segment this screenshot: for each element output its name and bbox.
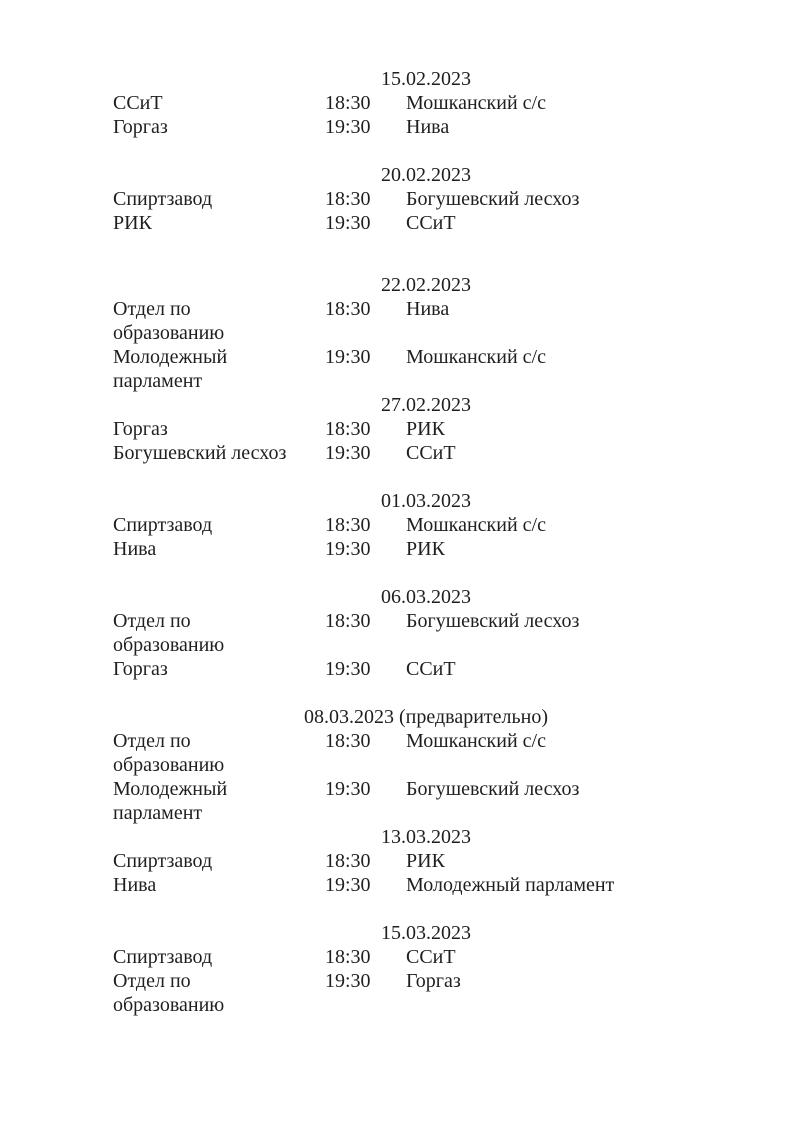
day-section-8 (113, 921, 739, 1017)
day-section-7 (113, 825, 739, 897)
date-heading: 01.03.2023 (381, 490, 471, 512)
match-time: 19:30 (325, 658, 371, 680)
date-heading: 15.03.2023 (381, 922, 471, 944)
away-team: ССиТ (406, 212, 456, 234)
match-time: 19:30 (325, 778, 371, 800)
date-heading: 08.03.2023 (предварительно) (304, 706, 548, 728)
match-time: 18:30 (325, 850, 371, 872)
away-team: ССиТ (406, 946, 456, 968)
match-row (113, 441, 739, 465)
match-row (113, 945, 739, 969)
match-row (113, 115, 739, 139)
date-heading: 22.02.2023 (381, 274, 471, 296)
home-team: Отдел по образованию (113, 298, 225, 344)
home-team: Горгаз (113, 658, 168, 680)
away-team: Молодежный парламент (406, 874, 615, 896)
match-time: 18:30 (325, 610, 371, 632)
home-team: РИК (113, 212, 152, 234)
match-row (113, 849, 739, 873)
home-team: ССиТ (113, 92, 163, 114)
day-section-5 (113, 585, 739, 681)
match-time: 19:30 (325, 538, 371, 560)
home-team: Нива (113, 538, 157, 560)
match-time: 18:30 (325, 92, 371, 114)
day-section-2 (113, 273, 739, 393)
away-team: РИК (406, 418, 445, 440)
home-team: Спиртзавод (113, 514, 213, 536)
date-heading: 27.02.2023 (381, 394, 471, 416)
match-time: 18:30 (325, 418, 371, 440)
home-team: Нива (113, 874, 157, 896)
day-section-6 (113, 705, 739, 825)
match-row (113, 657, 739, 681)
home-team: Спиртзавод (113, 850, 213, 872)
away-team: Горгаз (406, 970, 461, 992)
match-row (113, 417, 739, 441)
home-team: Отдел по образованию (113, 970, 225, 1016)
home-team: Спиртзавод (113, 946, 213, 968)
away-team: Мошканский с/с (406, 514, 546, 536)
match-row (113, 91, 739, 115)
match-row (113, 873, 739, 897)
date-heading: 06.03.2023 (381, 586, 471, 608)
away-team: Нива (406, 298, 450, 320)
match-row (113, 777, 739, 825)
day-section-3 (113, 393, 739, 465)
away-team: Мошканский с/с (406, 346, 546, 368)
home-team: Богушевский лесхоз (113, 442, 287, 464)
match-time: 18:30 (325, 730, 371, 752)
home-team: Отдел по образованию (113, 610, 225, 656)
match-row (113, 211, 739, 235)
match-time: 18:30 (325, 188, 371, 210)
match-row (113, 609, 739, 657)
day-section-1 (113, 163, 739, 235)
date-heading: 20.02.2023 (381, 164, 471, 186)
away-team: Мошканский с/с (406, 730, 546, 752)
match-row (113, 537, 739, 561)
match-time: 19:30 (325, 442, 371, 464)
match-row (113, 969, 739, 1017)
date-heading: 13.03.2023 (381, 826, 471, 848)
match-time: 18:30 (325, 946, 371, 968)
away-team: ССиТ (406, 658, 456, 680)
day-section-4 (113, 489, 739, 561)
match-time: 18:30 (325, 298, 371, 320)
home-team: Молодежный парламент (113, 778, 228, 824)
match-time: 19:30 (325, 212, 371, 234)
match-row (113, 345, 739, 393)
date-heading: 15.02.2023 (381, 68, 471, 90)
match-time: 19:30 (325, 874, 371, 896)
home-team: Спиртзавод (113, 188, 213, 210)
home-team: Горгаз (113, 116, 168, 138)
match-row (113, 513, 739, 537)
match-row (113, 297, 739, 345)
match-time: 19:30 (325, 116, 371, 138)
home-team: Молодежный парламент (113, 346, 228, 392)
away-team: РИК (406, 850, 445, 872)
away-team: РИК (406, 538, 445, 560)
away-team: Мошканский с/с (406, 92, 546, 114)
match-time: 19:30 (325, 970, 371, 992)
match-row (113, 729, 739, 777)
away-team: Богушевский лесхоз (406, 778, 580, 800)
day-section-0 (113, 67, 739, 139)
away-team: Богушевский лесхоз (406, 610, 580, 632)
match-row (113, 187, 739, 211)
match-time: 18:30 (325, 514, 371, 536)
home-team: Отдел по образованию (113, 730, 225, 776)
away-team: Богушевский лесхоз (406, 188, 580, 210)
home-team: Горгаз (113, 418, 168, 440)
away-team: ССиТ (406, 442, 456, 464)
match-time: 19:30 (325, 346, 371, 368)
away-team: Нива (406, 116, 450, 138)
